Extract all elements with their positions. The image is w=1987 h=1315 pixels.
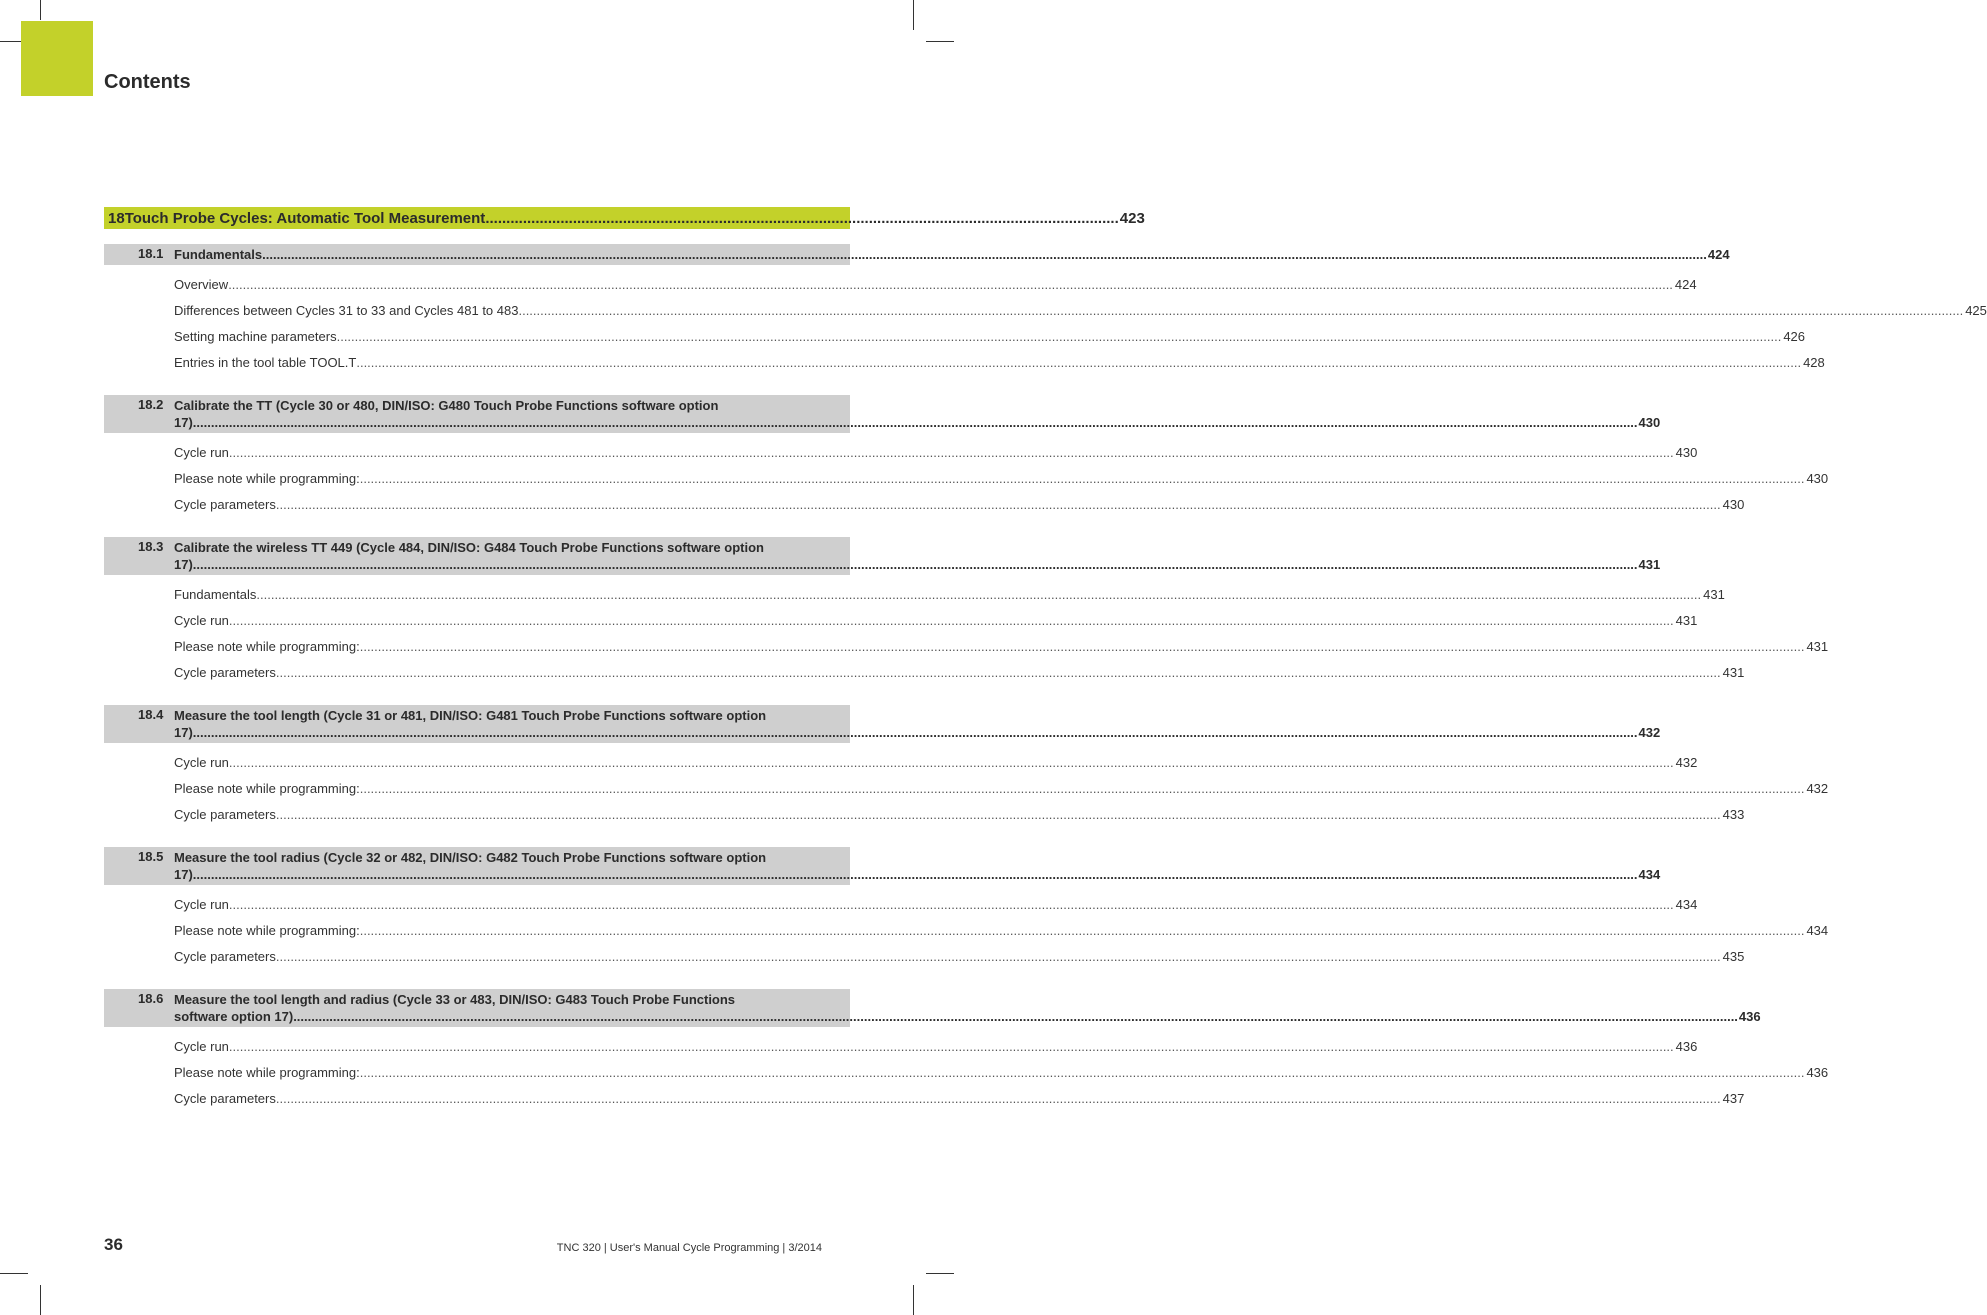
section-entries [104, 896, 1829, 974]
leader-dots: ................................................................................................................................................................................................................................................................................................................................................................................................................ [228, 445, 1674, 460]
toc-section [104, 705, 1829, 832]
toc-entry[interactable] [174, 496, 1745, 522]
entry-title: Cycle parameters [174, 665, 276, 680]
toc-entry[interactable] [174, 470, 1829, 496]
section-title-line [174, 866, 1660, 883]
section-title-block [174, 849, 1660, 883]
leader-dots: ................................................................................................................................................................................................................................................................................................................................................................................................................ [359, 471, 1805, 486]
section-number: 18.6 [138, 991, 164, 1006]
leader-dots: ................................................................................................................................................................................................................................................................................................................................................................................................................ [192, 415, 1638, 430]
leader-dots: ................................................................................................................................................................................................................................................................................................................................................................................................................ [228, 897, 1674, 912]
entry-page: 431 [1703, 587, 1725, 602]
crop-mark [913, 1285, 914, 1315]
section-number-cell [104, 991, 174, 1025]
toc-section [104, 847, 1829, 974]
toc-entry[interactable] [174, 806, 1745, 832]
entry-page: 431 [1806, 639, 1829, 654]
entry-title: Differences between Cycles 31 to 33 and Cycles 481 to 483 [174, 303, 519, 318]
section-page: 434 [1638, 867, 1661, 882]
toc-section [104, 244, 1987, 380]
leader-dots: ................................................................................................................................................................................................................................................................................................................................................................................................................ [256, 587, 1702, 602]
section-title: Measure the tool length (Cycle 31 or 481, DIN/ISO: G481 Touch Probe Functions software option [174, 708, 767, 723]
entry-page: 435 [1722, 949, 1745, 964]
entry-page: 430 [1675, 445, 1698, 460]
section-title-block [174, 397, 1660, 431]
section-title-line [174, 1008, 1761, 1025]
entry-title: Cycle run [174, 1039, 229, 1054]
leader-dots: ................................................................................................................................................................................................................................................................................................................................................................................................................ [359, 923, 1805, 938]
leader-dots: ................................................................................................................................................................................................................................................................................................................................................................................................................ [228, 755, 1674, 770]
entry-title: Please note while programming: [174, 1065, 360, 1080]
toc-entry[interactable] [174, 612, 1698, 638]
entry-title: Cycle parameters [174, 949, 276, 964]
leader-dots: ........................................................................................................................................................ [485, 209, 1119, 227]
chapter-title: Touch Probe Cycles: Automatic Tool Measurement [124, 209, 486, 227]
section-title: 17) [174, 557, 193, 572]
crop-mark [913, 0, 914, 30]
section-page: 431 [1638, 557, 1661, 572]
section-number-cell [104, 246, 174, 263]
section-title-block [174, 707, 1660, 741]
entry-title: Cycle parameters [174, 1091, 276, 1106]
section-title-line [174, 707, 1660, 724]
entry-page: 428 [1803, 355, 1825, 370]
section-title-line [174, 397, 1660, 414]
section-title-block [174, 246, 1730, 263]
entry-page: 431 [1675, 613, 1698, 628]
toc-entry[interactable] [174, 638, 1829, 664]
entry-page: 436 [1675, 1039, 1698, 1054]
entry-title: Please note while programming: [174, 781, 360, 796]
leader-dots: ................................................................................................................................................................................................................................................................................................................................................................................................................ [275, 665, 1721, 680]
section-entries [104, 276, 1987, 380]
section-number: 18.4 [138, 707, 164, 722]
chapter-number: 18 [108, 209, 125, 227]
entry-page: 434 [1675, 897, 1698, 912]
leader-dots: ................................................................................................................................................................................................................................................................................................................................................................................................................ [228, 1039, 1674, 1054]
section-entries [104, 444, 1829, 522]
toc-entry[interactable] [174, 948, 1745, 974]
section-number-cell [104, 539, 174, 573]
section-heading[interactable] [104, 244, 1730, 265]
toc-entry[interactable] [174, 1090, 1745, 1116]
entry-title: Please note while programming: [174, 639, 360, 654]
crop-mark [0, 1273, 28, 1274]
crop-mark [926, 1273, 954, 1274]
section-heading[interactable] [104, 705, 1661, 743]
toc-entry[interactable] [174, 664, 1745, 690]
entry-page: 432 [1675, 755, 1698, 770]
leader-dots: ................................................................................................................................................................................................................................................................................................................................................................................................................ [359, 1065, 1805, 1080]
section-title-block [174, 991, 1761, 1025]
section-number-cell [104, 707, 174, 741]
section-number: 18.5 [138, 849, 164, 864]
entry-page: 433 [1722, 807, 1745, 822]
chapter-heading[interactable] [104, 207, 1145, 229]
section-page: 436 [1738, 1009, 1761, 1024]
section-title: Calibrate the TT (Cycle 30 or 480, DIN/ISO: G480 Touch Probe Functions software option [174, 398, 719, 413]
entry-title: Cycle parameters [174, 497, 276, 512]
entry-page: 431 [1722, 665, 1745, 680]
section-title-line [174, 414, 1660, 431]
toc-entry[interactable] [174, 1064, 1829, 1090]
section-title-line [174, 556, 1660, 573]
toc-entry[interactable] [174, 586, 1725, 612]
toc-entry[interactable] [174, 922, 1829, 948]
leader-dots: ................................................................................................................................................................................................................................................................................................................................................................................................................ [228, 613, 1674, 628]
toc-entry[interactable] [174, 276, 1697, 302]
section-title: Measure the tool length and radius (Cycle 33 or 483, DIN/ISO: G483 Touch Probe Functions [174, 992, 736, 1007]
leader-dots: ................................................................................................................................................................................................................................................................................................................................................................................................................ [192, 867, 1638, 882]
toc-entry[interactable] [174, 1038, 1698, 1064]
section-heading[interactable] [104, 847, 1661, 885]
entry-page: 430 [1806, 471, 1829, 486]
entry-page: 425 [1965, 303, 1987, 318]
leader-dots: ................................................................................................................................................................................................................................................................................................................................................................................................................ [293, 1009, 1738, 1024]
entry-title: Please note while programming: [174, 923, 360, 938]
section-number: 18.2 [138, 397, 164, 412]
section-title: 17) [174, 725, 193, 740]
sections-list [104, 244, 1987, 1116]
leader-dots: ................................................................................................................................................................................................................................................................................................................................................................................................................ [192, 725, 1638, 740]
entry-page: 432 [1806, 781, 1829, 796]
entry-title: Please note while programming: [174, 471, 360, 486]
leader-dots: ................................................................................................................................................................................................................................................................................................................................................................................................................ [356, 355, 1802, 370]
section-title: Fundamentals [174, 247, 263, 262]
table-of-contents [104, 207, 1987, 1116]
section-number-cell [104, 849, 174, 883]
entry-title: Cycle run [174, 897, 229, 912]
leader-dots: ................................................................................................................................................................................................................................................................................................................................................................................................................ [275, 497, 1721, 512]
entry-page: 436 [1806, 1065, 1829, 1080]
section-entries [104, 754, 1829, 832]
entry-title: Cycle run [174, 445, 229, 460]
section-page: 430 [1638, 415, 1661, 430]
toc-entry[interactable] [174, 780, 1829, 806]
toc-entry[interactable] [174, 754, 1698, 780]
entry-title: Overview [174, 277, 229, 292]
toc-section [104, 537, 1829, 690]
section-title-line [174, 539, 1660, 556]
entry-title: Entries in the tool table TOOL.T [174, 355, 357, 370]
toc-entry[interactable] [174, 354, 1825, 380]
toc-section [104, 989, 1829, 1116]
section-number-cell [104, 397, 174, 431]
entry-title: Cycle parameters [174, 807, 276, 822]
section-heading[interactable] [104, 537, 1661, 575]
leader-dots: ................................................................................................................................................................................................................................................................................................................................................................................................................ [275, 1091, 1721, 1106]
page-number: 36 [104, 1235, 123, 1254]
section-page: 432 [1638, 725, 1661, 740]
section-title: 17) [174, 415, 193, 430]
section-title: 17) [174, 867, 193, 882]
leader-dots: ................................................................................................................................................................................................................................................................................................................................................................................................................ [262, 247, 1707, 262]
crop-mark [926, 41, 954, 42]
toc-entry[interactable] [174, 328, 1806, 354]
leader-dots: ................................................................................................................................................................................................................................................................................................................................................................................................................ [359, 781, 1805, 796]
section-title-line [174, 991, 1761, 1008]
section-title-line [174, 724, 1660, 741]
section-page: 424 [1707, 247, 1730, 262]
toc-section [104, 395, 1829, 522]
leader-dots: ................................................................................................................................................................................................................................................................................................................................................................................................................ [336, 329, 1782, 344]
toc-entry[interactable] [174, 896, 1698, 922]
entry-title: Setting machine parameters [174, 329, 337, 344]
leader-dots: ................................................................................................................................................................................................................................................................................................................................................................................................................ [192, 557, 1638, 572]
section-number: 18.1 [138, 246, 164, 261]
section-entries [104, 586, 1829, 690]
crop-mark [40, 1285, 41, 1315]
section-title: software option 17) [174, 1009, 294, 1024]
entry-page: 424 [1674, 277, 1697, 292]
section-heading[interactable] [104, 395, 1661, 433]
entry-page: 426 [1783, 329, 1806, 344]
leader-dots: ................................................................................................................................................................................................................................................................................................................................................................................................................ [359, 639, 1805, 654]
crop-mark [40, 0, 41, 20]
toc-entry[interactable] [174, 302, 1987, 328]
footer-text: TNC 320 | User's Manual Cycle Programming | 3/2014 [556, 1242, 822, 1254]
entry-title: Cycle run [174, 613, 229, 628]
leader-dots: ................................................................................................................................................................................................................................................................................................................................................................................................................ [275, 807, 1721, 822]
entry-page: 430 [1722, 497, 1745, 512]
leader-dots: ................................................................................................................................................................................................................................................................................................................................................................................................................ [518, 303, 1964, 318]
section-title-block [174, 539, 1660, 573]
section-entries [104, 1038, 1829, 1116]
accent-block [21, 21, 93, 96]
section-title: Measure the tool radius (Cycle 32 or 482, DIN/ISO: G482 Touch Probe Functions software option [174, 850, 767, 865]
leader-dots: ................................................................................................................................................................................................................................................................................................................................................................................................................ [228, 277, 1673, 292]
section-heading[interactable] [104, 989, 1761, 1027]
section-title-line [174, 849, 1660, 866]
entry-page: 437 [1722, 1091, 1745, 1106]
toc-entry[interactable] [174, 444, 1698, 470]
section-title-line [174, 246, 1730, 263]
section-number: 18.3 [138, 539, 164, 554]
chapter-page: 423 [1119, 209, 1145, 227]
entry-title: Cycle run [174, 755, 229, 770]
entry-page: 434 [1806, 923, 1829, 938]
page-title: Contents [104, 71, 191, 93]
section-title: Calibrate the wireless TT 449 (Cycle 484, DIN/ISO: G484 Touch Probe Functions software option [174, 540, 764, 555]
entry-title: Fundamentals [174, 587, 257, 602]
leader-dots: ................................................................................................................................................................................................................................................................................................................................................................................................................ [275, 949, 1721, 964]
